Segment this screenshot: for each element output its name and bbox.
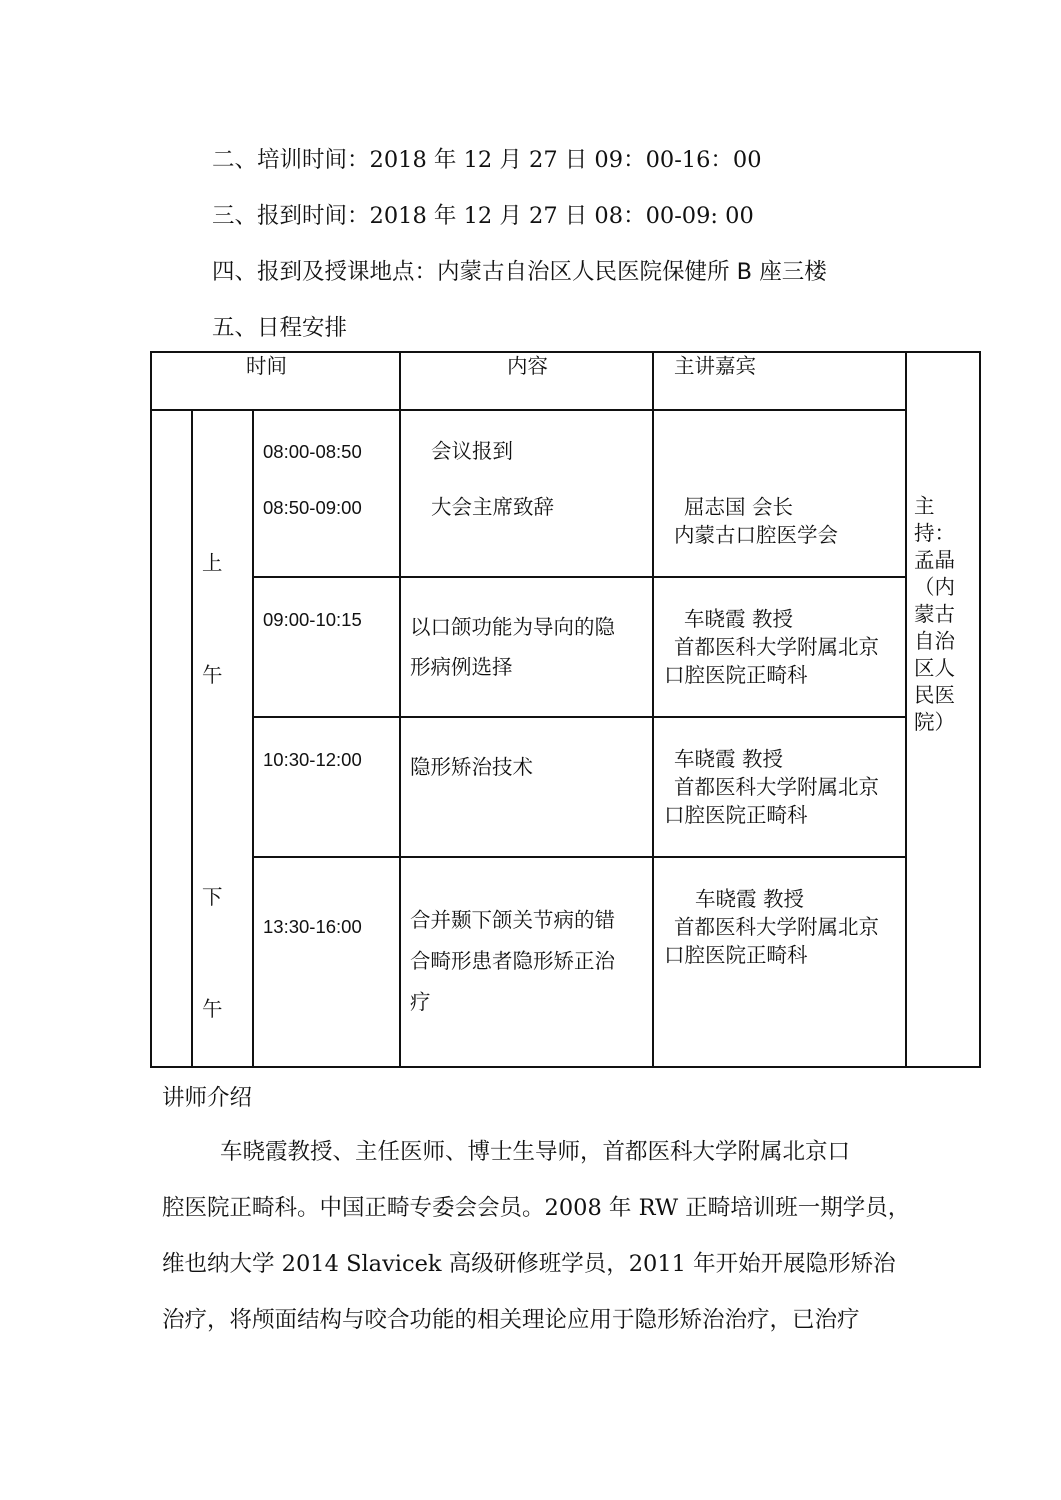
row4-content-1: 合并颞下颌关节病的错 bbox=[410, 908, 615, 932]
row4-speaker-1: 车晓霞 教授 bbox=[695, 887, 805, 911]
row2-content-2: 形病例选择 bbox=[410, 655, 513, 679]
registration-time-line: 三、报到时间：2018 年 12 月 27 日 08：00-09: 00 bbox=[212, 203, 754, 229]
table-divider bbox=[905, 351, 907, 1068]
table-divider bbox=[252, 716, 906, 718]
row4-time: 13:30-16:00 bbox=[263, 916, 362, 937]
row1-time-1: 08:00-08:50 bbox=[263, 441, 362, 462]
row4-content-2: 合畸形患者隐形矫正治 bbox=[410, 949, 615, 973]
host-cell: 主持：孟晶（内蒙古自治区人民医院） bbox=[914, 494, 955, 734]
row3-speaker-1: 车晓霞 教授 bbox=[674, 747, 784, 771]
row3-speaker-3: 口腔医院正畸科 bbox=[664, 803, 808, 827]
morning-label-1: 上 bbox=[202, 551, 223, 575]
row4-content-3: 疗 bbox=[410, 990, 431, 1014]
morning-label-2: 午 bbox=[202, 663, 223, 687]
table-divider bbox=[191, 410, 193, 1068]
header-time: 时间 bbox=[246, 354, 287, 378]
lecturer-line-4: 治疗，将颅面结构与咬合功能的相关理论应用于隐形矫治治疗，已治疗 bbox=[162, 1307, 860, 1333]
row4-speaker-2: 首都医科大学附属北京 bbox=[674, 915, 879, 939]
training-time-line: 二、培训时间：2018 年 12 月 27 日 09：00-16：00 bbox=[212, 147, 762, 173]
location-line: 四、报到及授课地点：内蒙古自治区人民医院保健所 B 座三楼 bbox=[212, 259, 827, 285]
table-divider bbox=[252, 410, 254, 1068]
table-divider bbox=[252, 576, 906, 578]
row4-speaker-3: 口腔医院正畸科 bbox=[664, 943, 808, 967]
schedule-table bbox=[150, 351, 981, 1068]
row1-content-2: 大会主席致辞 bbox=[431, 495, 554, 519]
table-divider bbox=[150, 409, 906, 411]
row1-content-1: 会议报到 bbox=[431, 439, 513, 463]
afternoon-label-1: 下 bbox=[202, 885, 223, 909]
schedule-heading: 五、日程安排 bbox=[212, 315, 348, 341]
table-border-bottom bbox=[150, 1066, 981, 1068]
header-speaker: 主讲嘉宾 bbox=[674, 354, 756, 378]
lecturer-line-2: 腔医院正畸科。中国正畸专委会会员。2008 年 RW 正畸培训班一期学员， bbox=[162, 1195, 911, 1221]
row3-speaker-2: 首都医科大学附属北京 bbox=[674, 775, 879, 799]
header-content: 内容 bbox=[507, 354, 548, 378]
row2-speaker-2: 首都医科大学附属北京 bbox=[674, 635, 879, 659]
table-divider bbox=[252, 856, 906, 858]
row1-time-2: 08:50-09:00 bbox=[263, 497, 362, 518]
lecturer-title: 讲师介绍 bbox=[162, 1085, 253, 1111]
row2-time: 09:00-10:15 bbox=[263, 609, 362, 630]
row2-speaker-1: 车晓霞 教授 bbox=[684, 607, 794, 631]
table-divider bbox=[652, 351, 654, 1068]
table-border-left bbox=[150, 351, 152, 1068]
row2-content-1: 以口颌功能为导向的隐 bbox=[410, 615, 615, 639]
lecturer-line-3: 维也纳大学 2014 Slavicek 高级研修班学员，2011 年开始开展隐形矫治 bbox=[162, 1251, 896, 1277]
lecturer-line-1: 车晓霞教授、主任医师、博士生导师，首都医科大学附属北京口 bbox=[220, 1139, 851, 1165]
row1-speaker-1: 屈志国 会长 bbox=[684, 495, 794, 519]
row3-content-1: 隐形矫治技术 bbox=[410, 755, 533, 779]
row1-speaker-2: 内蒙古口腔医学会 bbox=[674, 523, 838, 547]
table-border-right bbox=[979, 351, 981, 1068]
row3-time: 10:30-12:00 bbox=[263, 749, 362, 770]
table-divider bbox=[399, 351, 401, 1068]
row2-speaker-3: 口腔医院正畸科 bbox=[664, 663, 808, 687]
afternoon-label-2: 午 bbox=[202, 997, 223, 1021]
